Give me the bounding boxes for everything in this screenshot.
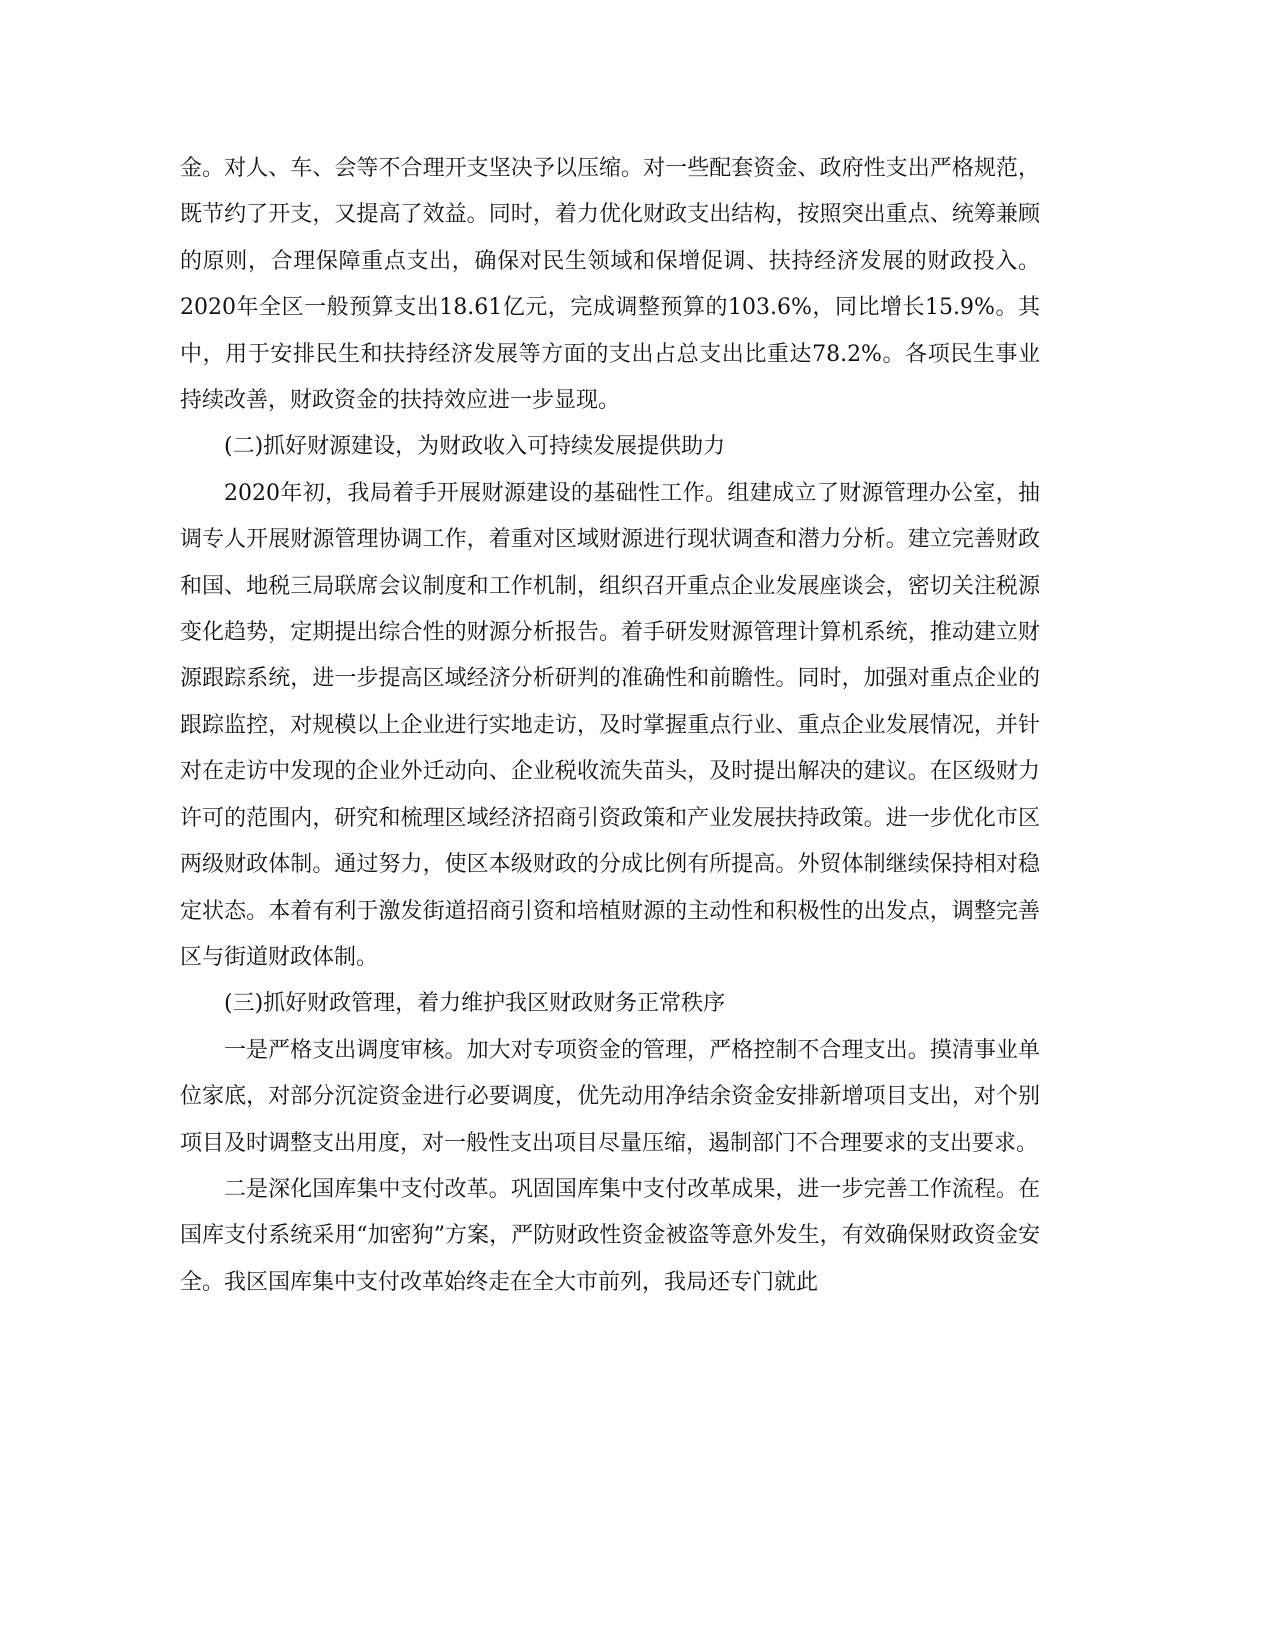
body-paragraph-3: 一是严格支出调度审核。加大对专项资金的管理，严格控制不合理支出。摸清事业单位家底，对部分沉淀资金进行必要调度，优先动用净结余资金安排新增项目支出，对个别项目及时调整支出用度，对一般性支出项目尽量压缩，遏制部门不合理要求的支出要求。 xyxy=(180,1037,1040,1156)
section-heading-2: (二)抓好财源建设，为财政收入可持续发展提供助力 xyxy=(224,434,726,460)
document-body xyxy=(180,146,1040,1306)
body-paragraph-4: 二是深化国库集中支付改革。巩固国库集中支付改革成果，进一步完善工作流程。在国库支付系统采用“加密狗”方案，严防财政性资金被盗等意外发生，有效确保财政资金安全。我区国库集中支付改革始终走在全大市前列，我局还专门就此 xyxy=(180,1176,1040,1295)
body-paragraph-1: 金。对人、车、会等不合理开支坚决予以压缩。对一些配套资金、政府性支出严格规范，既节约了开支，又提高了效益。同时，着力优化财政支出结构，按照突出重点、统筹兼顾的原则，合理保障重点支出，确保对民生领域和保增促调、扶持经济发展的财政投入。2020年全区一般预算支出18.61亿元，完成调整预算的103.6%，同比增长15.9%。其中，用于安排民生和扶持经济发展等方面的支出占总支出比重达78.2%。各项民生事业持续改善，财政资金的扶持效应进一步显现。 xyxy=(180,156,1040,414)
body-paragraph-2: 2020年初，我局着手开展财源建设的基础性工作。组建成立了财源管理办公室，抽调专人开展财源管理协调工作，着重对区域财源进行现状调查和潜力分析。建立完善财政和国、地税三局联席会议制度和工作机制，组织召开重点企业发展座谈会，密切关注税源变化趋势，定期提出综合性的财源分析报告。着手研发财源管理计算机系统，推动建立财源跟踪系统，进一步提高区域经济分析研判的准确性和前瞻性。同时，加强对重点企业的跟踪监控，对规模以上企业进行实地走访，及时掌握重点行业、重点企业发展情况，并针对在走访中发现的企业外迁动向、企业税收流失苗头，及时提出解决的建议。在区级财力许可的范围内，研究和梳理区域经济招商引资政策和产业发展扶持政策。进一步优化市区两级财政体制。通过努力，使区本级财政的分成比例有所提高。外贸体制继续保持相对稳定状态。本着有利于激发街道招商引资和培植财源的主动性和积极性的出发点，调整完善区与街道财政体制。 xyxy=(180,480,1040,970)
section-heading-3: (三)抓好财政管理，着力维护我区财政财务正常秩序 xyxy=(224,991,726,1017)
